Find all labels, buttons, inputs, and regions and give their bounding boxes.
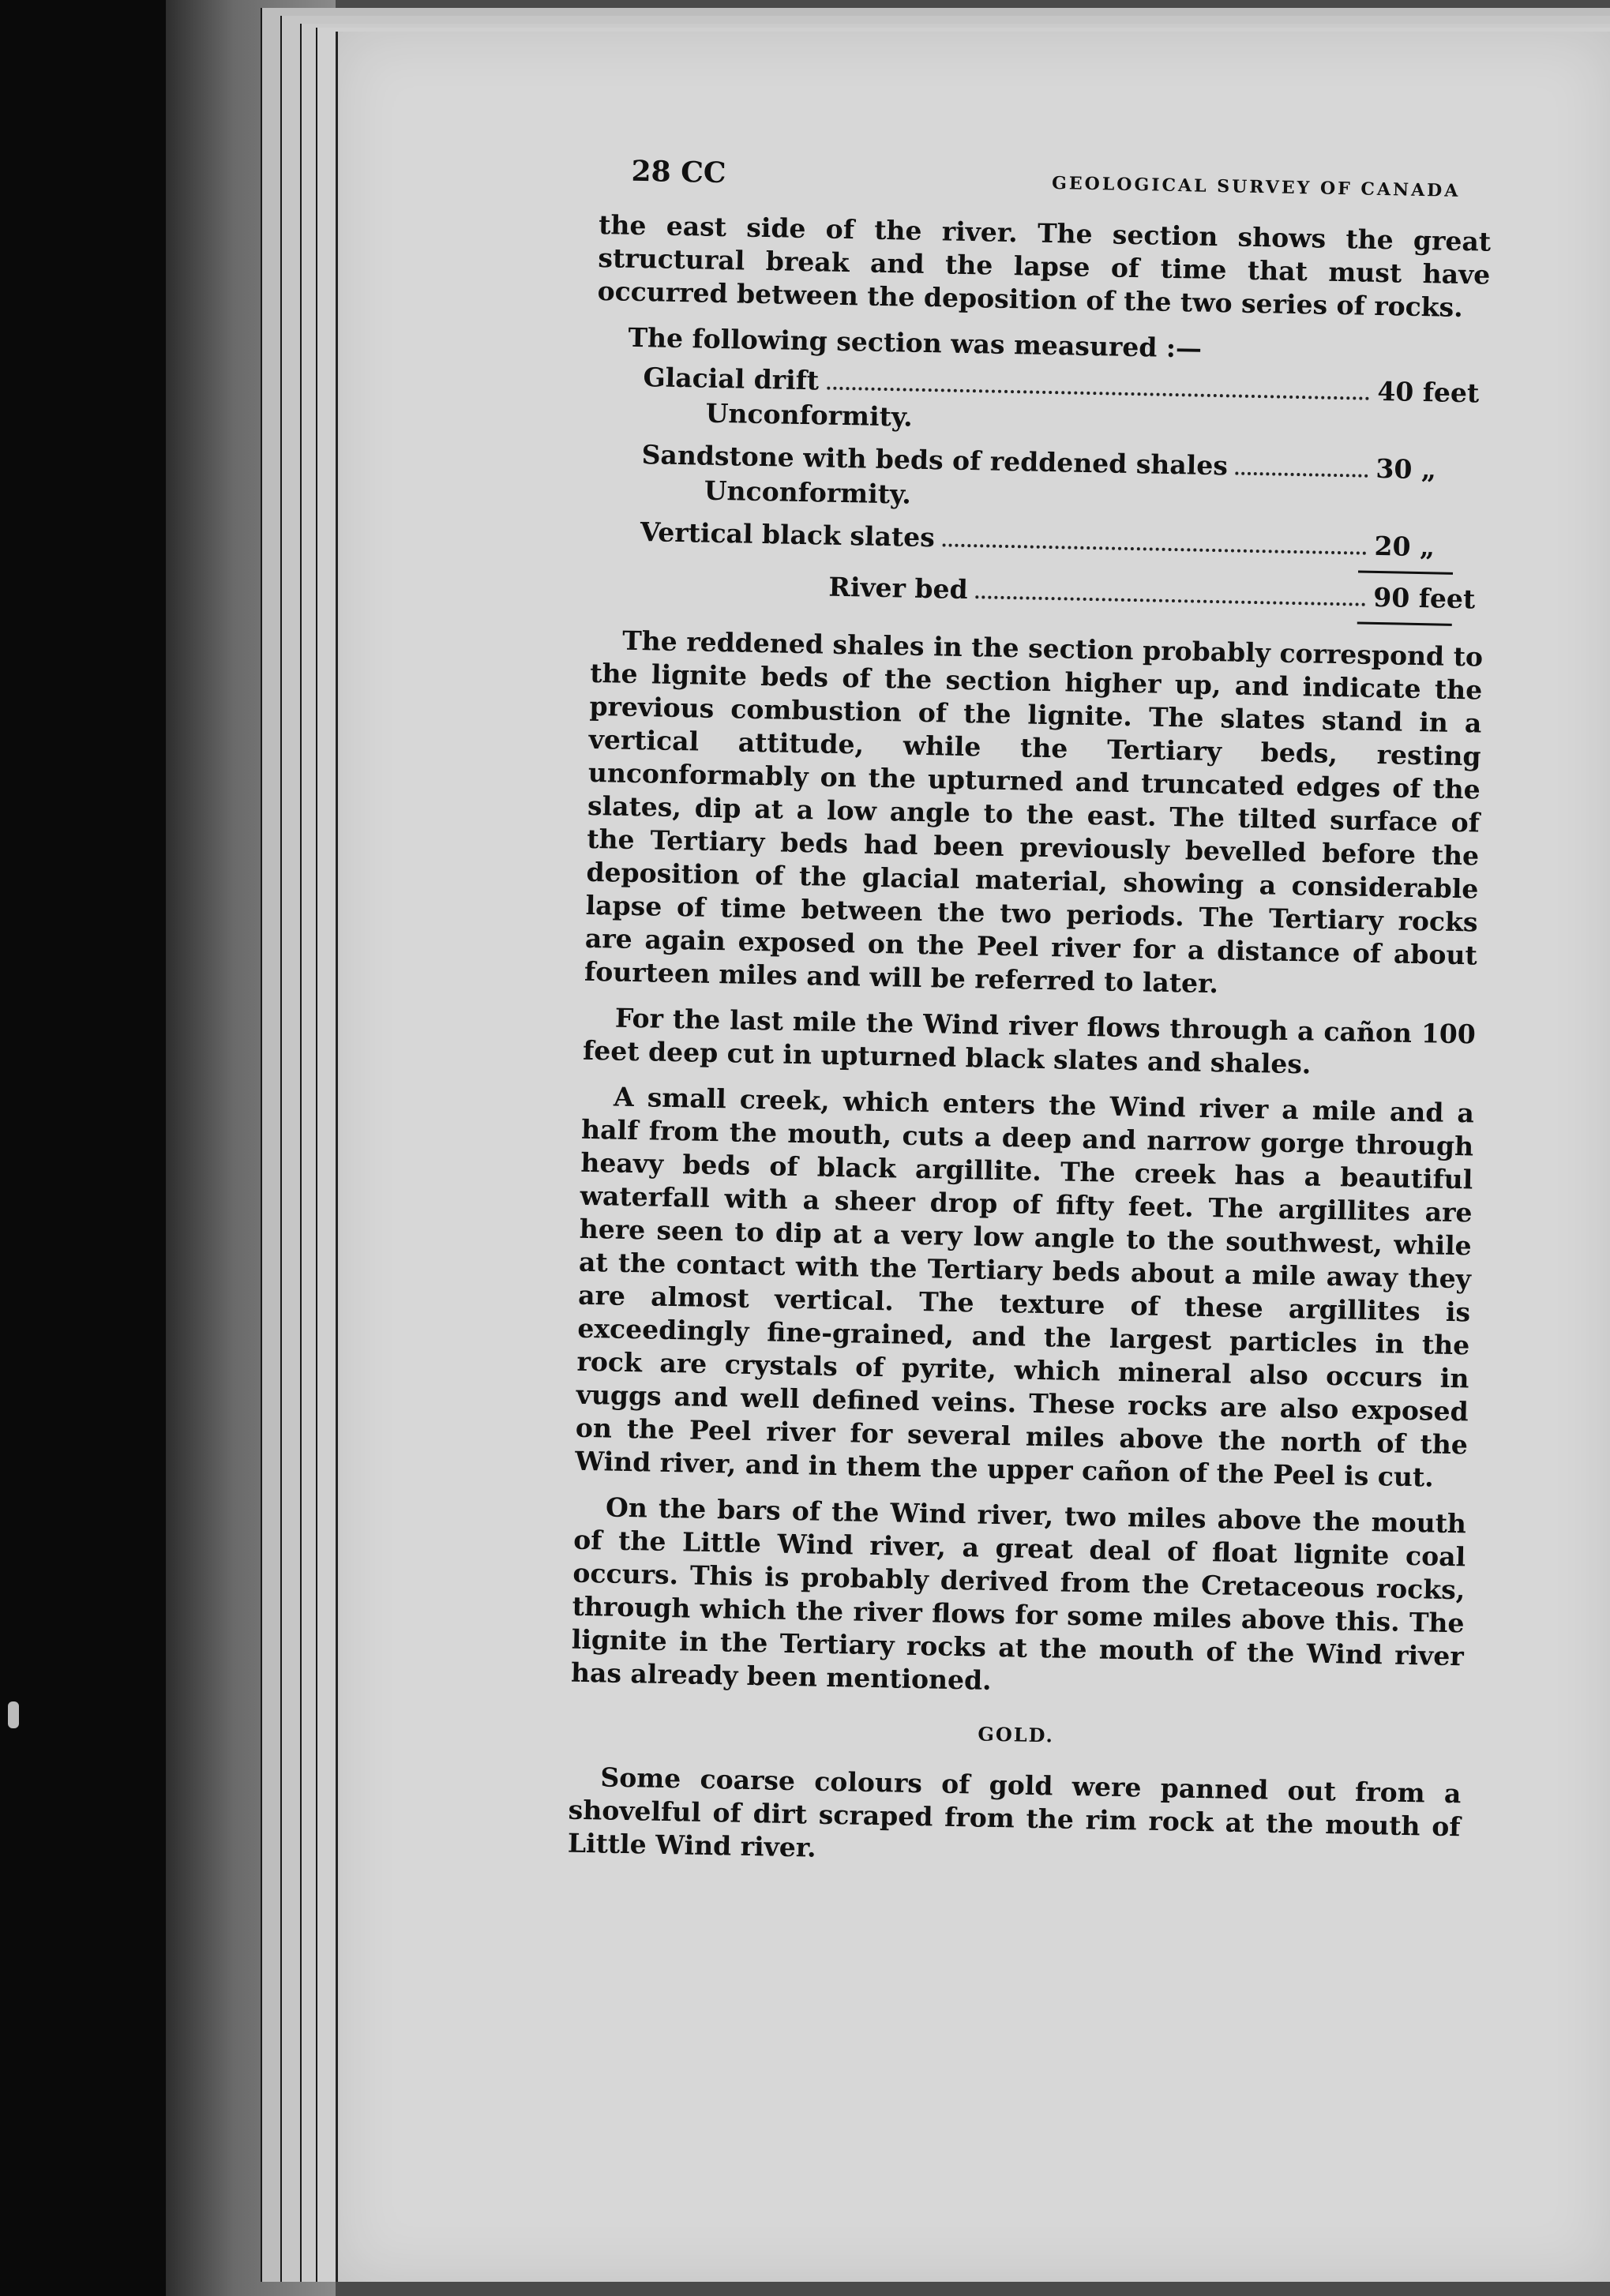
section-total-label: River bed (828, 571, 969, 606)
leader-dots (943, 543, 1367, 554)
section-label: Vertical black slates (640, 516, 936, 553)
paragraph: Some coarse colours of gold were panned out from a shovelful of dirt scraped from the rim rock at the mouth of Little Wind river. (567, 1761, 1462, 1863)
page-text (567, 154, 1492, 1889)
section-note: Unconformity. (704, 475, 912, 510)
leader-dots (1236, 472, 1368, 478)
section-label: Sandstone with beds of reddened shales (641, 439, 1229, 482)
section-value: 40 feet (1377, 375, 1480, 409)
paragraph: A small creek, which enters the Wind river a mile and a half from the mouth, cuts a deep and narrow gorge through heavy beds of black argillite. The creek has a beautiful waterfall with a sheer drop of fifty feet. The argillites are here seen to dip at a very low angle to the southwest, while at the contact with the Tertiary beds about a mile away they are almost vertical. The texture of these argillites is exceedingly fine-grained, and the largest particles in the rock are crystals of pyrite, which mineral also occurs in vuggs and well defined veins. These rocks are also exposed on the Peel river for several miles above the north of the Wind river, and in them the upper cañon of the Peel is cut. (574, 1081, 1475, 1493)
sum-rule (1358, 571, 1453, 575)
section-total-value: 90 feet (1373, 581, 1476, 615)
section-label: Glacial drift (643, 362, 820, 396)
page-number: 28 CC (631, 154, 726, 190)
section-note: Unconformity. (705, 397, 914, 433)
paragraph: For the last mile the Wind river flows through a cañon 100 feet deep cut in upturned black slates and shales. (582, 1002, 1477, 1080)
section-value: 20 „ (1374, 530, 1435, 563)
section-total-row (591, 566, 1484, 617)
section-row (592, 515, 1485, 565)
section-table (591, 360, 1488, 627)
paragraph: the east side of the river. The section shows the great structural break and the lapse of time that must have occurred between the deposition of the two series of rocks. (597, 208, 1492, 324)
scan-border (0, 0, 166, 2296)
section-value: 30 „ (1375, 452, 1437, 486)
sum-rule (1357, 622, 1452, 626)
section-intro: The following section was measured :— (628, 321, 1203, 364)
binding-mark (8, 1701, 19, 1728)
section-heading: GOLD. (978, 1722, 1055, 1747)
running-head: GEOLOGICAL SURVEY OF CANADA (1051, 172, 1461, 201)
paragraph: The reddened shales in the section probably correspond to the lignite beds of the section higher up, and indicate the previous combustion of the lignite. The slates stand in a vertical attitude, while the Tertiary beds, resting unconformably on the upturned and truncated edges of the slates, dip at a low angle to the east. The tilted surface of the Tertiary beds had been previously bevelled before the deposition of the glacial material, showing a considerable lapse of time between the two periods. The Tertiary rocks are again exposed on the Peel river for a distance of about fourteen miles and will be referred to later. (584, 625, 1484, 1000)
leader-dots (827, 387, 1369, 400)
paragraph: On the bars of the Wind river, two miles above the mouth of the Little Wind river, a great deal of float lignite coal occurs. This is probably derived from the Cretaceous rocks, through which the river flows for some miles above this. The lignite in the Tertiary rocks at the mouth of the Wind river has already been mentioned. (570, 1491, 1467, 1696)
leader-dots (975, 595, 1365, 606)
